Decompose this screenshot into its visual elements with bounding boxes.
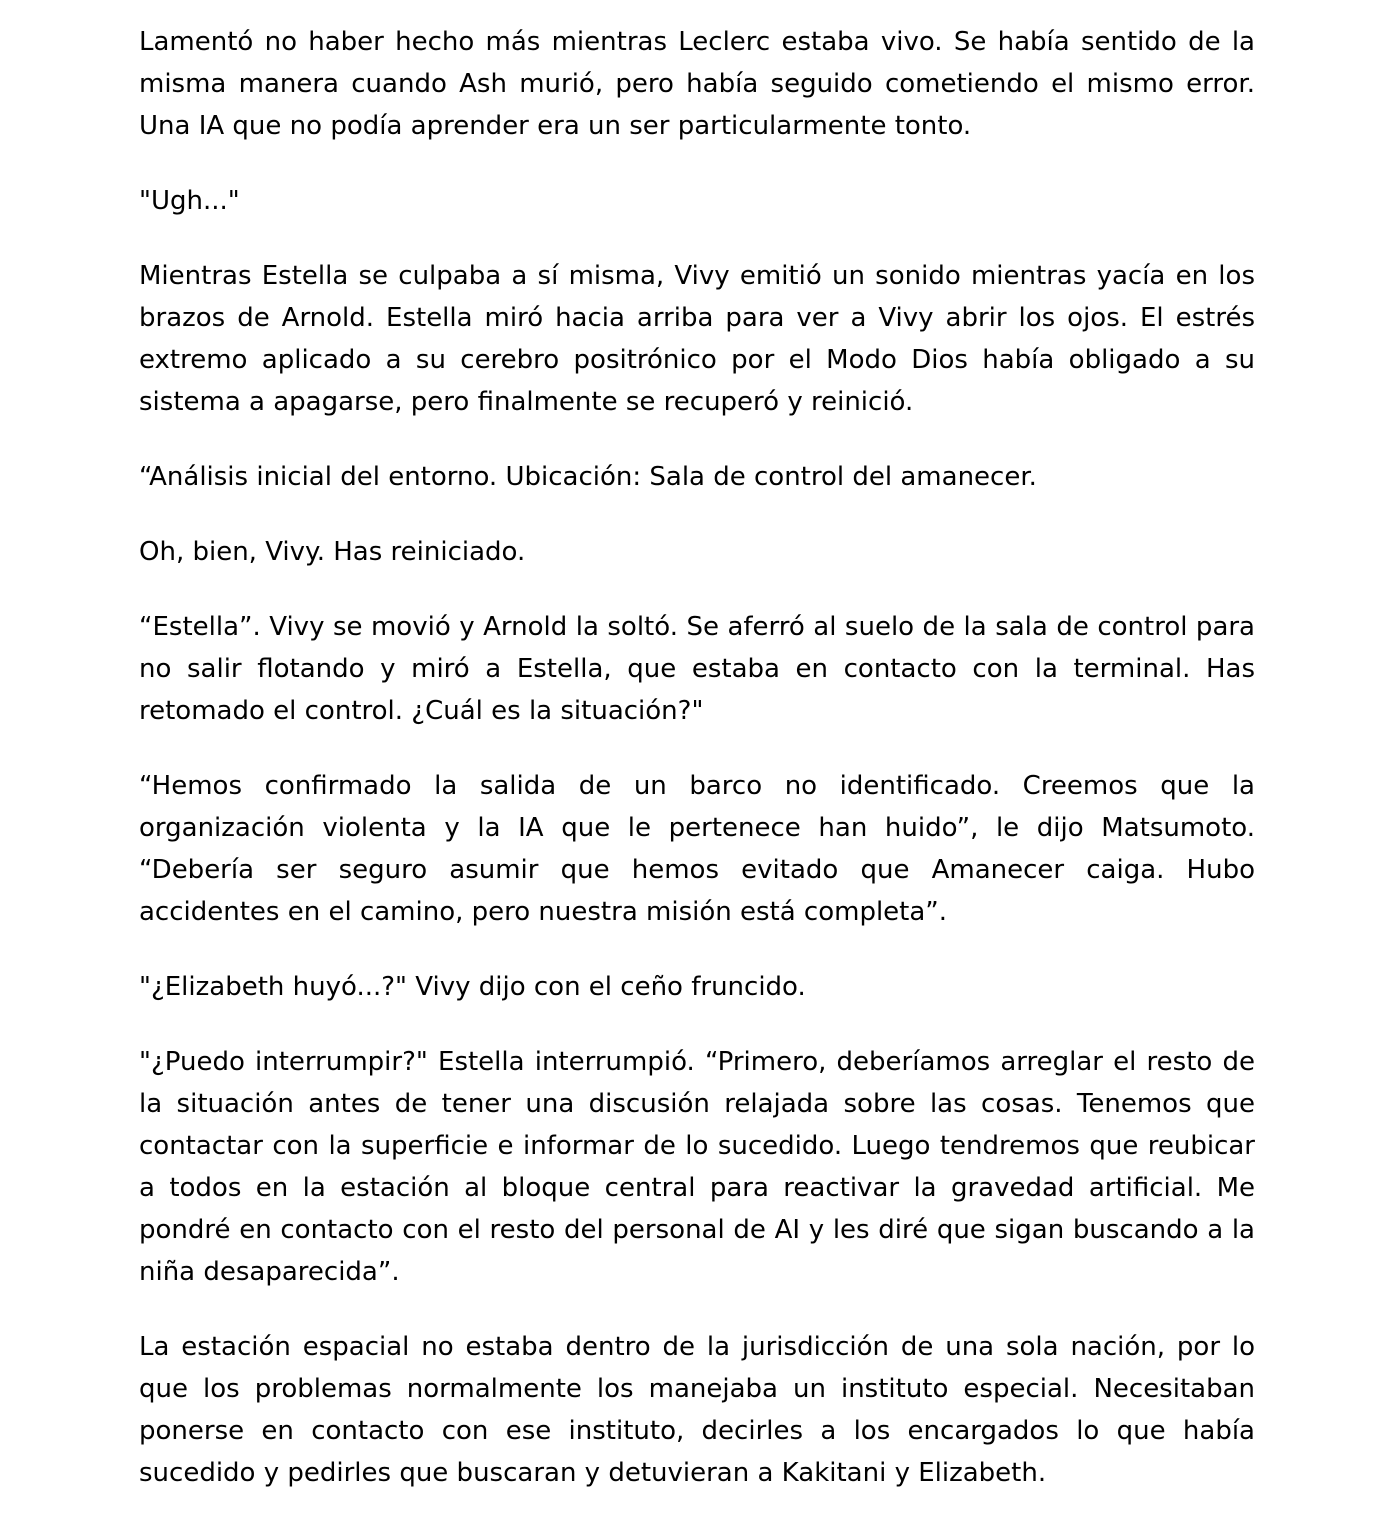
paragraph-1: Lamentó no haber hecho más mientras Leclerc estaba vivo. Se había sentido de la misma manera cuando Ash murió, pero había seguido cometiendo el mismo error. Una IA que no podía aprender era un ser particularmente tonto.	[139, 27, 1255, 141]
paragraph-5: Oh, bien, Vivy. Has reiniciado.	[139, 537, 526, 567]
paragraph-8: "¿Elizabeth huyó...?" Vivy dijo con el ceño fruncido.	[139, 972, 806, 1002]
paragraph-4: “Análisis inicial del entorno. Ubicación: Sala de control del amanecer.	[139, 462, 1037, 492]
paragraph-10: La estación espacial no estaba dentro de la jurisdicción de una sola nación, por lo que los problemas normalmente los manejaba un instituto especial. Necesitaban ponerse en contacto con ese instituto, decirles a los encargados lo que había sucedido y pedirles que buscaran y detuvieran a Kakitani y Elizabeth.	[139, 1332, 1255, 1488]
paragraph-3: Mientras Estella se culpaba a sí misma, Vivy emitió un sonido mientras yacía en los brazos de Arnold. Estella miró hacia arriba para ver a Vivy abrir los ojos. El estrés extremo aplicado a su cerebro positrónico por el Modo Dios había obligado a su sistema a apagarse, pero finalmente se recuperó y reinició.	[139, 261, 1255, 417]
paragraph-2: "Ugh..."	[139, 186, 240, 216]
document-page	[139, 21, 1255, 1494]
paragraph-6: “Estella”. Vivy se movió y Arnold la soltó. Se aferró al suelo de la sala de control para no salir flotando y miró a Estella, que estaba en contacto con la terminal. Has retomado el control. ¿Cuál es la situación?"	[139, 612, 1255, 726]
paragraph-9: "¿Puedo interrumpir?" Estella interrumpió. “Primero, deberíamos arreglar el resto de la situación antes de tener una discusión relajada sobre las cosas. Tenemos que contactar con la superficie e informar de lo sucedido. Luego tendremos que reubicar a todos en la estación al bloque central para reactivar la gravedad artificial. Me pondré en contacto con el resto del personal de AI y les diré que sigan buscando a la niña desaparecida”.	[139, 1047, 1255, 1287]
paragraph-7: “Hemos confirmado la salida de un barco no identificado. Creemos que la organización violenta y la IA que le pertenece han huido”, le dijo Matsumoto. “Debería ser seguro asumir que hemos evitado que Amanecer caiga. Hubo accidentes en el camino, pero nuestra misión está completa”.	[139, 771, 1255, 927]
